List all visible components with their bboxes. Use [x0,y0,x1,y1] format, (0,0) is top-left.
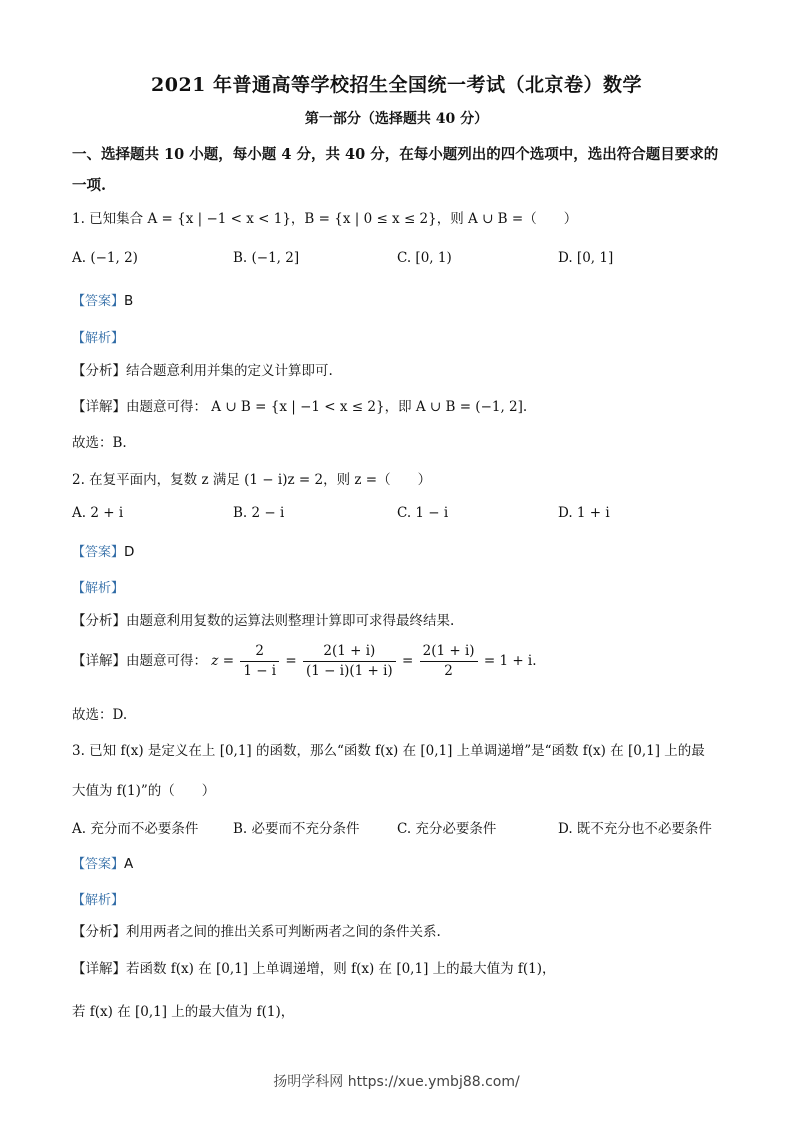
q3-fenxi: 利用两者之间的推出关系可判断两者之间的条件关系. [126,924,441,940]
q1-stem: 1. 已知集合 A = {x | −1 < x < 1}，B = {x | 0 ≤ x ≤ 2}，则 A ∪ B =（ ） [72,211,578,227]
q3-option-c: C. 充分必要条件 [397,821,497,837]
q2-fraction-3 [420,642,478,681]
q2-stem: 2. 在复平面内，复数 z 满足 (1 − i)z = 2，则 z =（ ） [72,472,432,488]
q2-answer: D [124,544,135,560]
q2-fraction-1 [240,642,279,681]
answer-label: 【答案】 [72,857,125,872]
fraction-numerator: 2(1 + i) [420,642,478,662]
q1-choose: 故选：B. [72,435,127,451]
q2-answer-line [72,541,134,560]
answer-label: 【答案】 [72,545,125,560]
q1-xiangjie: 由题意可得： A ∪ B = {x | −1 < x ≤ 2}，即 A ∪ B = (−1, 2]. [126,399,528,415]
q1-answer-line [72,290,133,309]
fraction-numerator: 2(1 + i) [303,642,396,662]
equals-sign: = [402,653,414,669]
q2-fraction-2 [303,642,396,681]
analysis-label: 【解析】 [72,893,125,908]
page-subtitle: 第一部分（选择题共 40 分） [304,111,489,127]
q3-answer: A [124,856,134,872]
q1-xiangjie-line [72,395,527,415]
q3-option-a: A. 充分而不必要条件 [72,821,199,837]
q1-option-c: C. [0, 1) [397,250,452,266]
q2-analysis-line [72,577,124,596]
q1-option-d: D. [0, 1] [558,250,614,266]
q3-analysis-line [72,889,124,908]
q2-result: = 1 + i. [483,653,537,669]
fraction-denominator: 2 [444,663,453,679]
q2-fenxi-line [72,609,454,629]
analysis-label: 【解析】 [72,581,125,596]
fenxi-label: 【分析】 [72,363,126,379]
xiangjie-label: 【详解】 [72,961,126,977]
q3-stem-line1: 3. 已知 f(x) 是定义在上 [0,1] 的函数，那么“函数 f(x) 在 [0,1] 上单调递增”是“函数 f(x) 在 [0,1] 上的最 [72,743,705,759]
q2-xiangjie-line [72,642,537,681]
fenxi-label: 【分析】 [72,613,126,629]
q2-choose: 故选：D. [72,707,128,723]
q2-option-a: A. 2 + i [72,505,124,521]
fraction-numerator: 2 [240,642,279,662]
q2-option-c: C. 1 − i [397,505,449,521]
q3-answer-line [72,853,133,872]
q3-option-d: D. 既不充分也不必要条件 [558,821,712,837]
analysis-label: 【解析】 [72,331,125,346]
q3-option-b: B. 必要而不充分条件 [233,821,360,837]
fenxi-label: 【分析】 [72,924,126,940]
q2-z-eq: z = [211,653,235,669]
q1-answer: B [124,293,134,309]
q3-xiangjie: 若函数 f(x) 在 [0,1] 上单调递增，则 f(x) 在 [0,1] 上的最大值为 f(1)， [126,961,556,977]
q1-analysis-line [72,327,124,346]
q3-stem-line2: 大值为 f(1)”的（ ） [72,783,216,799]
section-instructions: 一、选择题共 10 小题，每小题 4 分，共 40 分，在每小题列出的四个选项中，选出符合题目要求的一项. [72,146,719,194]
q1-option-a: A. (−1, 2) [72,250,138,266]
q3-xiangjie-line [72,957,556,977]
q2-xiangjie-prefix: 由题意可得： [126,653,207,669]
q1-option-b: B. (−1, 2] [233,250,300,266]
page-title: 2021 年普通高等学校招生全国统一考试（北京卷）数学 [151,74,642,96]
fraction-denominator: 1 − i [243,663,277,679]
xiangjie-label: 【详解】 [72,399,126,415]
q2-option-d: D. 1 + i [558,505,610,521]
q1-fenxi-line [72,359,333,379]
equals-sign: = [285,653,297,669]
q2-fenxi: 由题意利用复数的运算法则整理计算即可求得最终结果. [126,613,455,629]
q1-fenxi: 结合题意利用并集的定义计算即可. [126,363,333,379]
xiangjie-label: 【详解】 [72,653,126,669]
footer-watermark: 扬明学科网 https://xue.ymbj88.com/ [273,1074,520,1090]
answer-label: 【答案】 [72,294,125,309]
q2-option-b: B. 2 − i [233,505,285,521]
q3-fenxi-line [72,920,441,940]
fraction-denominator: (1 − i)(1 + i) [306,663,393,679]
q3-line-last: 若 f(x) 在 [0,1] 上的最大值为 f(1)， [72,1004,295,1020]
